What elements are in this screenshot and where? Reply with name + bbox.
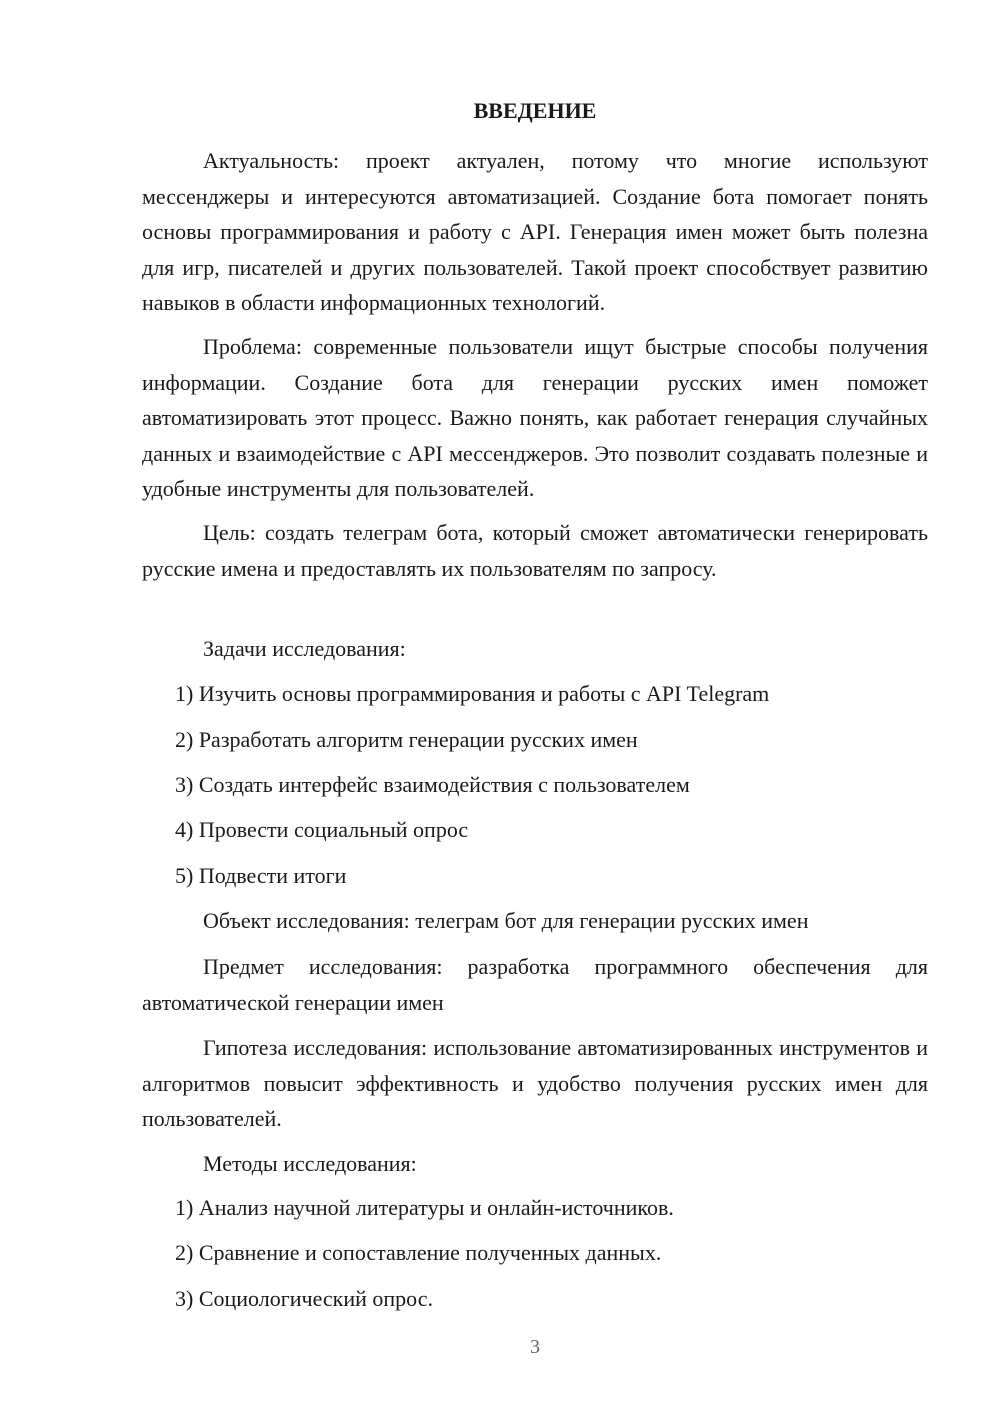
page-number: 3 [530, 1336, 540, 1358]
page-title: ВВЕДЕНИЕ [473, 98, 597, 123]
paragraph-problem: Проблема: современные пользователи ищут быстрые способы получения информации. Создание бота для генерации русских имен поможет автоматизировать этот процесс. Важно понять, как работает генерация случайных данных и взаимодействие с API мессенджеров. Это позволит создавать полезные и удобные инструменты для пользователей. [142, 334, 928, 501]
task-item-4: 4) Провести социальный опрос [175, 817, 469, 842]
tasks-heading: Задачи исследования: [203, 636, 406, 661]
task-item-2: 2) Разработать алгоритм генерации русских имен [175, 727, 638, 752]
paragraph-hypothesis: Гипотеза исследования: использование автоматизированных инструментов и алгоритмов повысит эффективность и удобство получения русских имен для пользователей. [142, 1035, 928, 1131]
task-item-5: 5) Подвести итоги [175, 863, 347, 888]
method-item-1: 1) Анализ научной литературы и онлайн-источников. [175, 1195, 674, 1220]
method-item-2: 2) Сравнение и сопоставление полученных данных. [175, 1240, 662, 1265]
paragraph-object: Объект исследования: телеграм бот для генерации русских имен [203, 908, 809, 933]
task-item-1: 1) Изучить основы программирования и работы с API Telegram [175, 681, 770, 706]
task-item-3: 3) Создать интерфейс взаимодействия с пользователем [175, 772, 690, 797]
methods-heading: Методы исследования: [203, 1151, 417, 1176]
paragraph-relevance: Актуальность: проект актуален, потому что многие используют мессенджеры и интересуются автоматизацией. Создание бота помогает понять основы программирования и работу с API. Генерация имен может быть полезна для игр, писателей и других пользователей. Такой проект способствует развитию навыков в области информационных технологий. [142, 148, 928, 315]
paragraph-goal: Цель: создать телеграм бота, который сможет автоматически генерировать русские имена и предоставлять их пользователям по запросу. [142, 520, 928, 581]
paragraph-subject: Предмет исследования: разработка программного обеспечения для автоматической генерации имен [142, 954, 928, 1015]
method-item-3: 3) Социологический опрос. [175, 1286, 433, 1311]
